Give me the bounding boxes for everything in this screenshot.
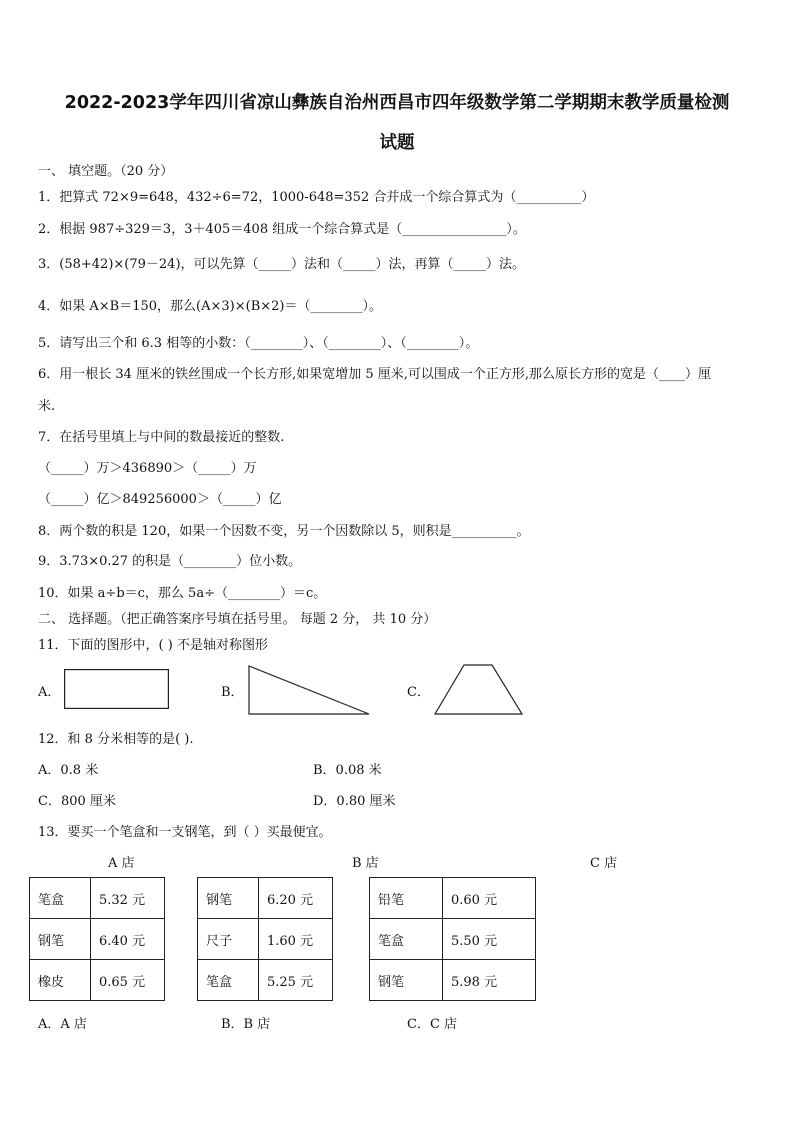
item-price: 1.60 元	[259, 919, 333, 960]
item-name: 钢笔	[370, 960, 443, 1001]
section-fill-in-heading: 一、 填空题。（20 分）	[38, 164, 174, 179]
question-5: 5．请写出三个和 6.3 相等的小数：（________）、（________）、（________）。	[38, 336, 479, 351]
q11-option-a-label: A．	[38, 685, 61, 700]
question-3: 3．(58+42)×(79－24)，可以先算（_____）法和（_____）法，再算（_____）法。	[38, 257, 526, 272]
store-a-price-table	[29, 877, 165, 1001]
item-name: 笔盒	[370, 919, 443, 960]
question-4: 4．如果 A×B＝150，那么(A×3)×(B×2)＝（________）。	[38, 299, 382, 314]
table-row	[30, 878, 165, 919]
item-price: 0.60 元	[443, 878, 536, 919]
table-row	[30, 919, 165, 960]
store-c-price-table	[369, 877, 536, 1001]
q11-option-b-label: B．	[221, 685, 244, 700]
question-11: 11．下面的图形中，( ) 不是轴对称图形	[38, 638, 268, 653]
question-6-line-1: 6．用一根长 34 厘米的铁丝围成一个长方形,如果宽增加 5 厘米,可以围成一个正方形,那么原长方形的宽是（____）厘	[38, 367, 712, 382]
store-a-label: A 店	[108, 856, 135, 871]
table-row	[30, 960, 165, 1001]
page-title-line-2: 试题	[379, 133, 415, 153]
question-7-part-a: （_____）万＞436890＞（_____）万	[38, 461, 257, 476]
rectangle-shape	[64, 669, 169, 709]
question-10: 10．如果 a÷b＝c，那么 5a÷（________）＝c。	[38, 586, 327, 601]
question-6-line-2: 米.	[38, 399, 56, 414]
store-b-label: B 店	[352, 856, 379, 871]
item-name: 钢笔	[30, 919, 91, 960]
question-1: 1．把算式 72×9=648，432÷6=72，1000-648=352 合并成一个综合算式为（__________）	[38, 190, 595, 205]
table-row	[198, 960, 333, 1001]
q12-option-d: D．0.80 厘米	[313, 794, 396, 809]
table-row	[198, 878, 333, 919]
store-c-label: C 店	[590, 856, 618, 871]
trapezoid-shape	[434, 664, 524, 715]
item-name: 铅笔	[370, 878, 443, 919]
q12-option-a: A．0.8 米	[38, 763, 99, 778]
q12-option-c: C．800 厘米	[38, 794, 116, 809]
page-title-line-1: 2022-2023学年四川省凉山彝族自治州西昌市四年级数学第二学期期末教学质量检测	[64, 93, 730, 113]
right-triangle-shape	[248, 665, 370, 715]
q12-option-b: B．0.08 米	[313, 763, 382, 778]
item-name: 钢笔	[198, 878, 259, 919]
item-name: 笔盒	[198, 960, 259, 1001]
store-b-price-table	[197, 877, 333, 1001]
item-price: 5.98 元	[443, 960, 536, 1001]
section-choice-heading: 二、 选择题。（把正确答案序号填在括号里。 每题 2 分， 共 10 分）	[38, 612, 437, 627]
item-price: 5.50 元	[443, 919, 536, 960]
item-price: 6.40 元	[91, 919, 165, 960]
item-price: 0.65 元	[91, 960, 165, 1001]
item-price: 6.20 元	[259, 878, 333, 919]
table-row	[370, 919, 536, 960]
table-row	[370, 878, 536, 919]
item-name: 橡皮	[30, 960, 91, 1001]
item-name: 尺子	[198, 919, 259, 960]
q13-option-b: B．B 店	[221, 1017, 271, 1032]
q11-option-c-label: C．	[407, 685, 430, 700]
q13-option-a: A．A 店	[38, 1017, 87, 1032]
item-price: 5.32 元	[91, 878, 165, 919]
question-7: 7．在括号里填上与中间的数最接近的整数.	[38, 430, 285, 445]
q13-option-c: C．C 店	[407, 1017, 458, 1032]
item-name: 笔盒	[30, 878, 91, 919]
table-row	[198, 919, 333, 960]
table-row	[370, 960, 536, 1001]
question-8: 8．两个数的积是 120，如果一个因数不变，另一个因数除以 5，则积是__________。	[38, 524, 530, 539]
question-7-part-b: （_____）亿＞849256000＞（_____）亿	[38, 492, 282, 507]
question-2: 2．根据 987÷329＝3，3＋405＝408 组成一个综合算式是（________________）。	[38, 222, 526, 237]
item-price: 5.25 元	[259, 960, 333, 1001]
question-13: 13．要买一个笔盒和一支钢笔，到（ ）买最便宜。	[38, 825, 332, 840]
question-9: 9．3.73×0.27 的积是（________）位小数。	[38, 554, 302, 569]
question-12: 12．和 8 分米相等的是( ).	[38, 732, 194, 747]
